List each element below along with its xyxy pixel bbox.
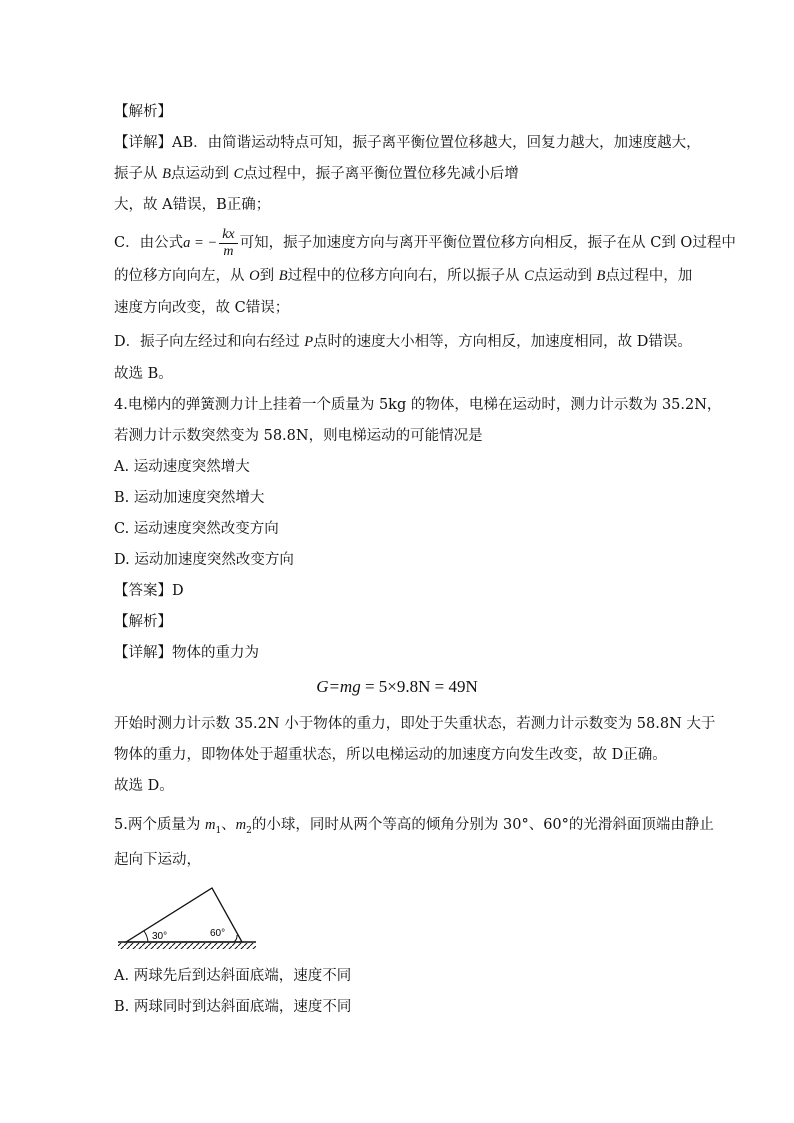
q3-option-c-line-1: C．由公式a = − $\frac{kx}{m}$ 可知，振子加速度方向与离开平衡位置位移方向相反，振子在从 C到 O过程中 [114, 226, 736, 259]
q5-option-b: B. 两球同时到达斜面底端，速度不同 [114, 999, 352, 1015]
angle-label-right: 60° [210, 928, 226, 939]
q3-analysis-heading: 【解析】 [114, 104, 172, 120]
q4-answer: 【答案】D [114, 583, 184, 599]
q5-option-a: A. 两球先后到达斜面底端，速度不同 [114, 968, 352, 984]
q5-stem-line-1: 5.两个质量为 $m_1$、$m_2$的小球，同时从两个等高的倾角分别为 30°、60°的光滑斜面顶端由静止 [114, 817, 714, 836]
q3-detail-line-2a: 振子从 B点运动到 C点过程中，振子离平衡位置位移先减小后增 [114, 166, 519, 182]
q4-analysis-heading: 【解析】 [114, 614, 172, 630]
q4-option-d: D. 运动加速度突然改变方向 [114, 552, 294, 568]
q4-stem-line-1: 4.电梯内的弹簧测力计上挂着一个质量为 5kg 的物体，电梯在运动时，测力计示数为 35.2N， [114, 397, 722, 413]
q4-option-b: B. 运动加速度突然增大 [114, 490, 265, 506]
q4-detail: 【详解】物体的重力为 [114, 645, 259, 661]
angle-arc-left [144, 931, 148, 942]
q4-formula: G=mg = 5×9.8N = 49N [316, 677, 478, 696]
formula-fraction: $\frac{kx}{m}$ [219, 227, 237, 260]
q4-choose: 故选 D。 [114, 778, 174, 794]
q4-explanation-line-1: 开始时测力计示数 35.2N 小于物体的重力，即处于失重状态，若测力计示数变为 58.8N 大于 [114, 716, 716, 732]
q3-detail-line-2b: 大，故 A错误，B正确； [114, 197, 271, 213]
q3-option-d: D．振子向左经过和向右经过 P点时的速度大小相等，方向相反，加速度相同，故 D错误。 [114, 334, 692, 350]
q3-choose: 故选 B。 [114, 366, 173, 382]
q4-explanation-line-2: 物体的重力，即物体处于超重状态，所以电梯运动的加速度方向发生改变，故 D正确。 [114, 747, 667, 763]
q3-option-c-line-3: 速度方向改变，故 C错误； [114, 300, 290, 316]
angle-arc-right [234, 935, 237, 942]
q4-stem-line-2: 若测力计示数突然变为 58.8N，则电梯运动的可能情况是 [114, 428, 483, 444]
formula-lhs: a = − [183, 235, 218, 251]
incline-diagram [112, 880, 262, 954]
q3-option-c-line-2: 的位移方向向左，从 O到 B过程中的位移方向向右，所以振子从 C点运动到 B点过程中，加 [114, 268, 693, 284]
q4-option-c: C. 运动速度突然改变方向 [114, 521, 279, 537]
ground-hatching [118, 943, 256, 949]
q4-option-a: A. 运动速度突然增大 [114, 459, 250, 475]
q5-stem-line-2: 起向下运动， [114, 852, 201, 868]
q3-detail-line-1: 【详解】AB．由简谐运动特点可知，振子离平衡位置位移越大，回复力越大，加速度越大， [114, 135, 701, 151]
angle-label-left: 30° [152, 931, 168, 942]
